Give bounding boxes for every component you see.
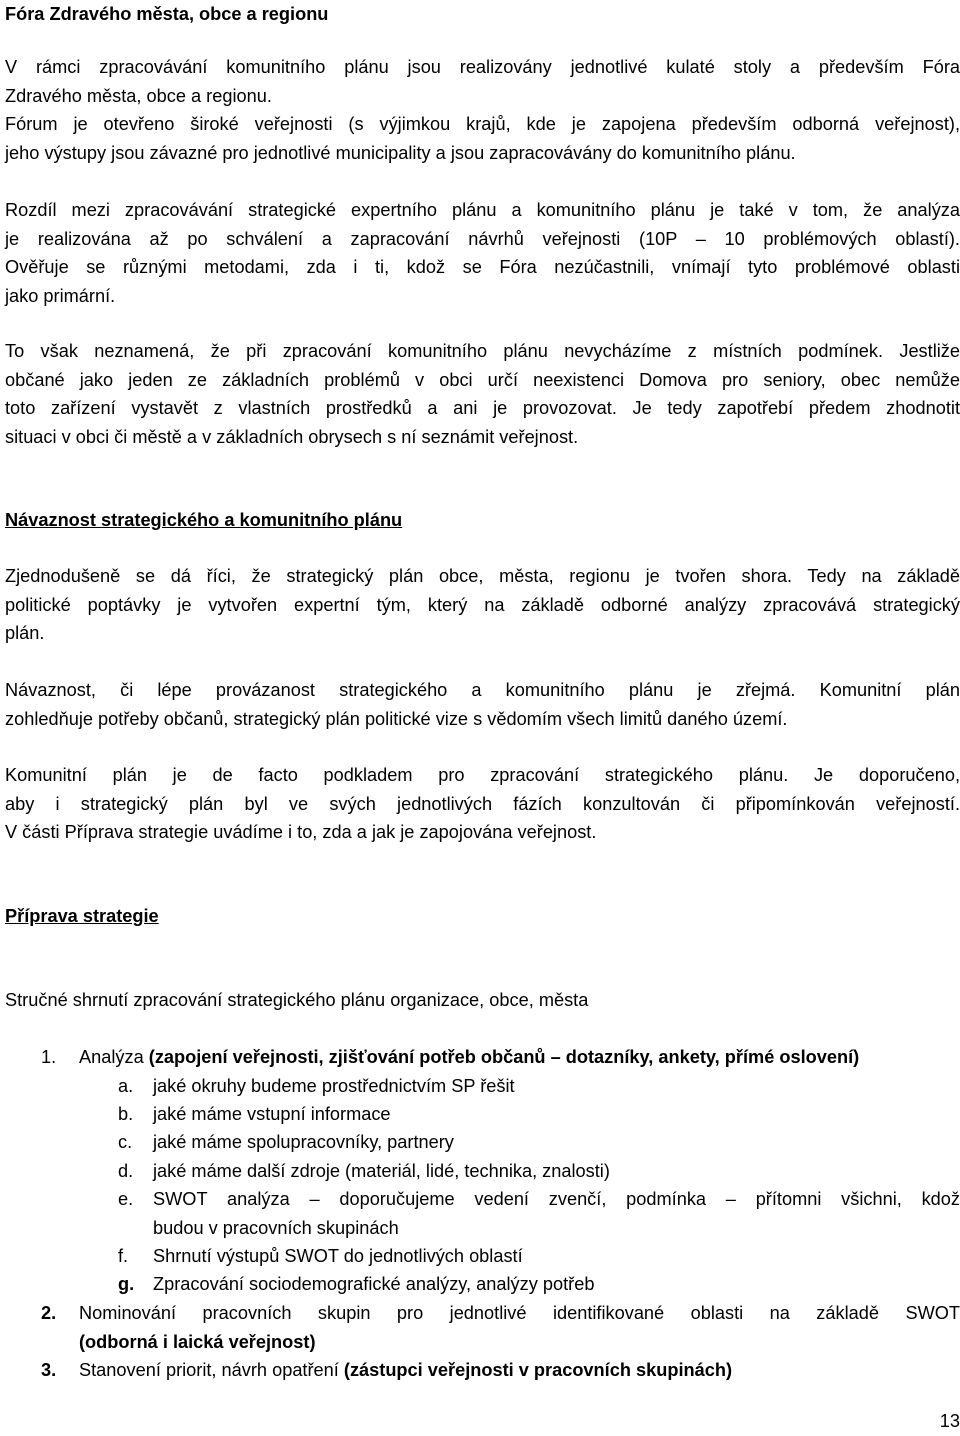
list-item-3-label: Stanovení priorit, návrh opatření — [79, 1360, 344, 1380]
sub-item-e-line-2: budou v pracovních skupinách — [153, 1217, 399, 1238]
list-item-1-label: Analýza — [79, 1047, 149, 1067]
priprava-summary: Stručné shrnutí zpracování strategického plánu organizace, obce, města — [5, 990, 589, 1010]
sub-item-g-text: Zpracování sociodemografické analýzy, analýzy potřeb — [153, 1274, 595, 1294]
list-item-3 — [5, 1356, 960, 1385]
navaznost-p2-line-2: zohledňuje potřeby občanů, strategický plán politické vize s vědomím všech limitů daného území. — [5, 708, 788, 729]
sub-item-e-line-1: SWOT analýza – doporučujeme vedení zvenčí, podmínka – přítomni všichni, kdož — [153, 1189, 960, 1209]
sub-item-e-letter: e. — [118, 1189, 134, 1209]
intro-line-1: V rámci zpracovávání komunitního plánu jsou realizovány jednotlivé kulaté stoly a především Fóra — [5, 57, 960, 77]
navaznost-p1-line-2: politické poptávky je vytvořen expertní tým, který na základě odborné analýzy zpracovává strategický — [5, 594, 960, 615]
list-item-1 — [5, 1043, 960, 1072]
document-page — [5, 0, 960, 1430]
tovsak-line-2: občané jako jeden ze základních problémů v obci určí neexistenci Domova pro seniory, obec nemůže — [5, 369, 960, 390]
intro-line-3: Fórum je otevřeno široké veřejnosti (s výjimkou krajů, kde je zapojena především odborná veřejnost), — [5, 114, 960, 135]
tovsak-line-1: To však neznamená, že při zpracování komunitního plánu nevycházíme z místních podmínek. Jestliže — [5, 341, 960, 361]
sub-item-a — [5, 1072, 960, 1101]
intro-paragraph — [5, 53, 960, 167]
navaznost-p2-line-1: Návaznost, či lépe provázanost strategického a komunitního plánu je zřejmá. Komunitní plán — [5, 680, 960, 700]
tovsak-line-4: situaci v obci či městě a v základních obrysech s ní seznámit veřejnost. — [5, 426, 579, 447]
list-item-2-text — [79, 1299, 960, 1356]
list-item-2 — [5, 1299, 960, 1357]
list-item-3-bold: (zástupci veřejnosti v pracovních skupinách) — [343, 1360, 733, 1380]
intro-line-2: Zdravého města, obce a regionu. — [5, 85, 272, 106]
sub-item-b — [5, 1100, 960, 1129]
sub-item-g-letter: g. — [118, 1274, 135, 1294]
navaznost-p1-line-3: plán. — [5, 623, 45, 644]
sub-item-c-text: jaké máme spolupracovníky, partnery — [153, 1132, 454, 1152]
sub-item-d-letter: d. — [118, 1161, 134, 1181]
tovsak-paragraph — [5, 337, 960, 451]
navaznost-p1-line-1: Zjednodušeně se dá říci, že strategický plán obce, města, regionu je tvořen shora. Tedy na základě — [5, 566, 960, 586]
sub-item-b-text: jaké máme vstupní informace — [153, 1104, 391, 1124]
tovsak-line-3: toto zařízení vystavět z vlastních prostředků a ani je provozovat. Je tedy zapotřebí předem zhodnotit — [5, 398, 960, 419]
navaznost-paragraph-3 — [5, 761, 960, 847]
list-item-3-number: 3. — [41, 1360, 57, 1380]
list-item-2-line-2: (odborná i laická veřejnost) — [79, 1331, 316, 1352]
sub-item-f-text: Shrnutí výstupů SWOT do jednotlivých oblastí — [153, 1246, 523, 1266]
navaznost-paragraph-1 — [5, 562, 960, 648]
section-title-fora: Fóra Zdravého města, obce a regionu — [5, 4, 329, 24]
sub-item-a-letter: a. — [118, 1076, 134, 1096]
sub-item-e — [5, 1185, 960, 1243]
navaznost-p3-line-1: Komunitní plán je de facto podkladem pro zpracování strategického plánu. Je doporučeno, — [5, 765, 960, 785]
rozdil-line-3: Ověřuje se různými metodami, zda i ti, kdož se Fóra nezúčastnili, vnímají tyto problémové oblasti — [5, 257, 960, 278]
sub-item-a-text: jaké okruhy budeme prostřednictvím SP řešit — [153, 1076, 515, 1096]
sub-item-g — [5, 1270, 960, 1299]
navaznost-p3-line-2: aby i strategický plán byl ve svých jednotlivých fázích konzultován či připomínkován veřejností. — [5, 793, 960, 814]
navaznost-p3-line-3: V části Příprava strategie uvádíme i to, zda a jak je zapojována veřejnost. — [5, 822, 597, 843]
sub-item-f-letter: f. — [118, 1246, 129, 1266]
heading-navaznost: Návaznost strategického a komunitního plánu — [5, 510, 403, 530]
rozdil-paragraph — [5, 196, 960, 310]
list-item-1-bold: (zapojení veřejnosti, zjišťování potřeb občanů – dotazníky, ankety, přímé oslovení) — [148, 1047, 860, 1067]
sub-item-e-text — [153, 1185, 960, 1242]
list-item-1-text — [79, 1043, 960, 1072]
list-item-1-number: 1. — [41, 1047, 57, 1067]
page-number: 13 — [939, 1411, 960, 1431]
rozdil-line-4: jako primární. — [5, 285, 116, 306]
heading-priprava: Příprava strategie — [5, 906, 159, 926]
sub-item-c — [5, 1128, 960, 1157]
rozdil-line-1: Rozdíl mezi zpracovávání strategické expertního plánu a komunitního plánu je také v tom, že analýza — [5, 200, 960, 220]
rozdil-line-2: je realizována až po schválení a zapracování návrhů veřejnosti (10P – 10 problémových oblastí). — [5, 228, 960, 249]
sub-item-b-letter: b. — [118, 1104, 134, 1124]
list-item-2-line-1: Nominování pracovních skupin pro jednotlivé identifikované oblasti na základě SWOT — [79, 1303, 960, 1323]
sub-item-f — [5, 1242, 960, 1271]
list-item-2-number: 2. — [41, 1303, 57, 1323]
sub-item-c-letter: c. — [118, 1132, 133, 1152]
sub-item-d — [5, 1157, 960, 1186]
sub-item-d-text: jaké máme další zdroje (materiál, lidé, technika, znalosti) — [153, 1161, 610, 1181]
list-item-3-text — [79, 1356, 960, 1385]
navaznost-paragraph-2 — [5, 676, 960, 733]
intro-line-4: jeho výstupy jsou závazné pro jednotlivé municipality a jsou zapracovávány do komunitního plánu. — [5, 142, 796, 163]
